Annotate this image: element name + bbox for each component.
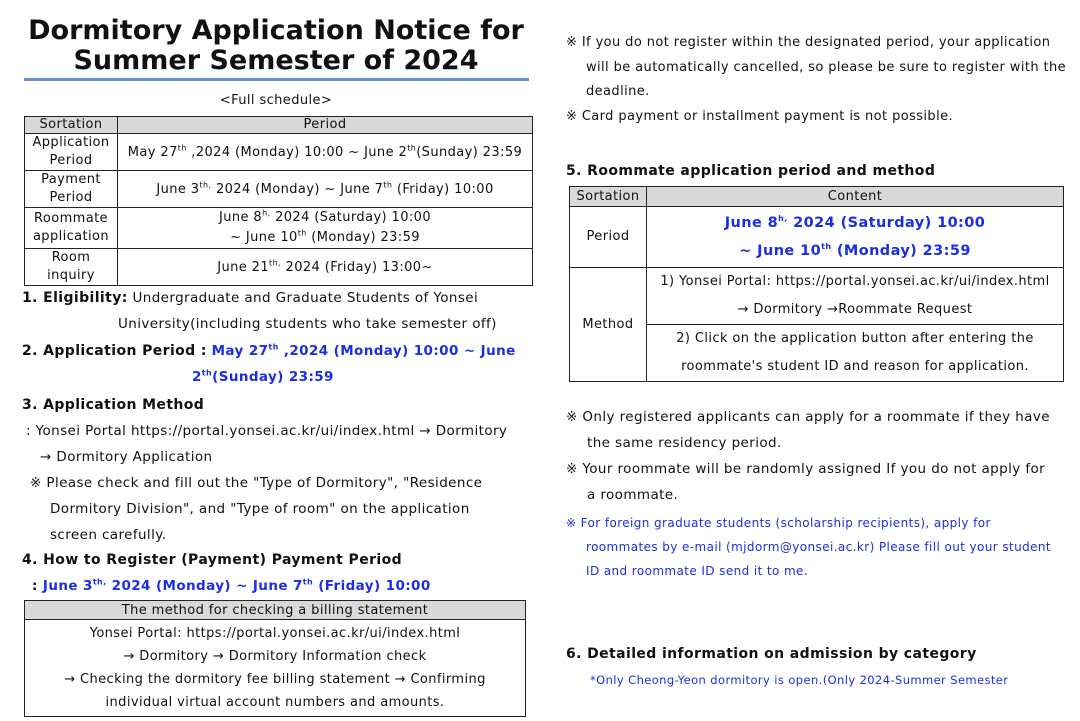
schedule-label <box>25 171 118 208</box>
rm-note-3a: ※ For foreign graduate students (scholarship recipients), apply for <box>566 516 991 530</box>
registration-notes <box>566 31 1071 129</box>
section-payment-period <box>22 547 532 599</box>
note-cancel-2: will be automatically cancelled, so please be sure to register with the <box>586 59 1067 75</box>
note-cancel-3: deadline. <box>586 84 650 99</box>
roommate-period-value: June $8^{h,}$ 2024 (Saturday) 10:00 ~ June 10th (Monday) 23:59 <box>647 207 1064 268</box>
schedule-period: June $3^{th,}$ 2024 (Monday) ~ June 7th (Friday) 10:00 <box>118 171 533 208</box>
billing-line: Yonsei Portal: https://portal.yonsei.ac.kr/ui/index.html <box>89 626 461 641</box>
eligibility-text-2: University(including students who take semester off) <box>118 316 497 332</box>
application-method-line-2: → Dormitory Application <box>40 449 213 465</box>
schedule-period: June $21^{th,}$ 2024 (Friday) 13:00~ <box>118 249 533 286</box>
schedule-label <box>25 134 118 171</box>
schedule-label-line: application <box>32 229 110 244</box>
roommate-method-label: Method <box>570 268 647 382</box>
application-method-heading: 3. Application Method <box>22 397 205 413</box>
billing-line: → Checking the dormitory fee billing statement → Confirming <box>64 672 486 687</box>
schedule-label-line: Application <box>32 135 110 150</box>
roommate-heading: 5. Roommate application period and method <box>566 163 936 179</box>
billing-line: → Dormitory → Dormitory Information check <box>123 649 427 664</box>
title-line-1: Dormitory Application Notice for <box>28 15 524 46</box>
roommate-method-1 <box>647 268 1064 325</box>
roommate-period-label: Period <box>570 207 647 268</box>
section-eligibility <box>22 285 532 337</box>
note-cancel-1: ※ If you do not register within the designated period, your application <box>566 35 1051 50</box>
method-line: roommate's student ID and reason for application. <box>681 359 1029 374</box>
schedule-period: June $8^{h,}$ 2024 (Saturday) 10:00 ~ June 10th (Monday) 23:59 <box>118 208 533 249</box>
title-line-2: Summer Semester of 2024 <box>73 45 479 76</box>
rm-note-2b: a roommate. <box>587 487 679 503</box>
schedule-label-line: Roommate <box>34 211 108 226</box>
admission-note: *Only Cheong-Yeon dormitory is open.(Only 2024-Summer Semester <box>590 673 1009 687</box>
rm-note-1b: the same residency period. <box>587 435 782 451</box>
title-underline <box>24 78 529 81</box>
roommate-table <box>569 186 1064 382</box>
payment-heading: 4. How to Register (Payment) Payment Period <box>22 552 403 568</box>
application-method-note-3: screen carefully. <box>50 527 167 543</box>
schedule-label-line: Period <box>49 190 93 205</box>
schedule-label <box>25 208 118 249</box>
schedule-label <box>25 249 118 286</box>
schedule-label-line: inquiry <box>47 268 95 283</box>
schedule-label-line: Period <box>49 153 93 168</box>
roommate-row-method-1 <box>570 268 1064 325</box>
application-period-value: May 27th ,2024 (Monday) 10:00 ~ June <box>211 342 516 359</box>
roommate-header-sortation: Sortation <box>570 187 647 207</box>
schedule-header-period: Period <box>118 117 533 134</box>
payment-period-value: : June $3^{th,}$ 2024 (Monday) ~ June 7th (Friday) 10:00 <box>32 577 431 594</box>
foreign-student-note <box>566 511 1076 583</box>
billing-header: The method for checking a billing statement <box>25 601 526 620</box>
schedule-table <box>24 116 533 286</box>
application-method-note-1: ※ Please check and fill out the "Type of Dormitory", "Residence <box>30 475 483 491</box>
application-method-line-1: : Yonsei Portal https://portal.yonsei.ac.kr/ui/index.html → Dormitory <box>26 423 508 439</box>
section-application-period <box>22 338 532 390</box>
eligibility-text: Undergraduate and Graduate Students of Yonsei <box>132 290 479 306</box>
schedule-label-line: Payment <box>41 172 101 187</box>
schedule-row-payment <box>25 171 533 208</box>
rm-note-2a: ※ Your roommate will be randomly assigned If you do not apply for <box>566 461 1046 477</box>
billing-line: individual virtual account numbers and amounts. <box>105 695 445 710</box>
roommate-header-content: Content <box>647 187 1064 207</box>
application-period-heading: 2. Application Period : <box>22 343 207 359</box>
rm-note-3b: roommates by e-mail (mjdorm@yonsei.ac.kr) Please fill out your student <box>586 540 1051 554</box>
schedule-row-roommate <box>25 208 533 249</box>
section-application-method <box>22 392 532 548</box>
schedule-row-application <box>25 134 533 171</box>
method-line: 2) Click on the application button after entering the <box>676 331 1034 346</box>
rm-note-3c: ID and roommate ID send it to me. <box>586 564 809 578</box>
schedule-header-sortation: Sortation <box>25 117 118 134</box>
admission-heading: 6. Detailed information on admission by category <box>566 646 977 662</box>
application-method-note-2: Dormitory Division", and "Type of room" on the application <box>50 501 470 517</box>
schedule-period: May 27th ,2024 (Monday) 10:00 ~ June 2th(Sunday) 23:59 <box>118 134 533 171</box>
section-admission-info <box>566 641 1076 667</box>
document-title <box>22 16 530 76</box>
method-line: → Dormitory →Roommate Request <box>737 302 973 317</box>
billing-content <box>25 620 526 717</box>
method-line: 1) Yonsei Portal: https://portal.yonsei.ac.kr/ui/index.html <box>660 274 1050 289</box>
schedule-caption: <Full schedule> <box>219 93 333 108</box>
roommate-method-2 <box>647 325 1064 382</box>
application-period-value-2: 2th(Sunday) 23:59 <box>192 368 334 385</box>
billing-table <box>24 600 526 717</box>
note-payment: ※ Card payment or installment payment is not possible. <box>566 108 954 124</box>
roommate-row-period <box>570 207 1064 268</box>
schedule-row-room-inquiry <box>25 249 533 286</box>
eligibility-heading: 1. Eligibility: <box>22 290 128 306</box>
rm-note-1a: ※ Only registered applicants can apply for a roommate if they have <box>566 409 1050 425</box>
schedule-label-line: Room <box>51 250 91 265</box>
roommate-notes <box>566 404 1076 508</box>
